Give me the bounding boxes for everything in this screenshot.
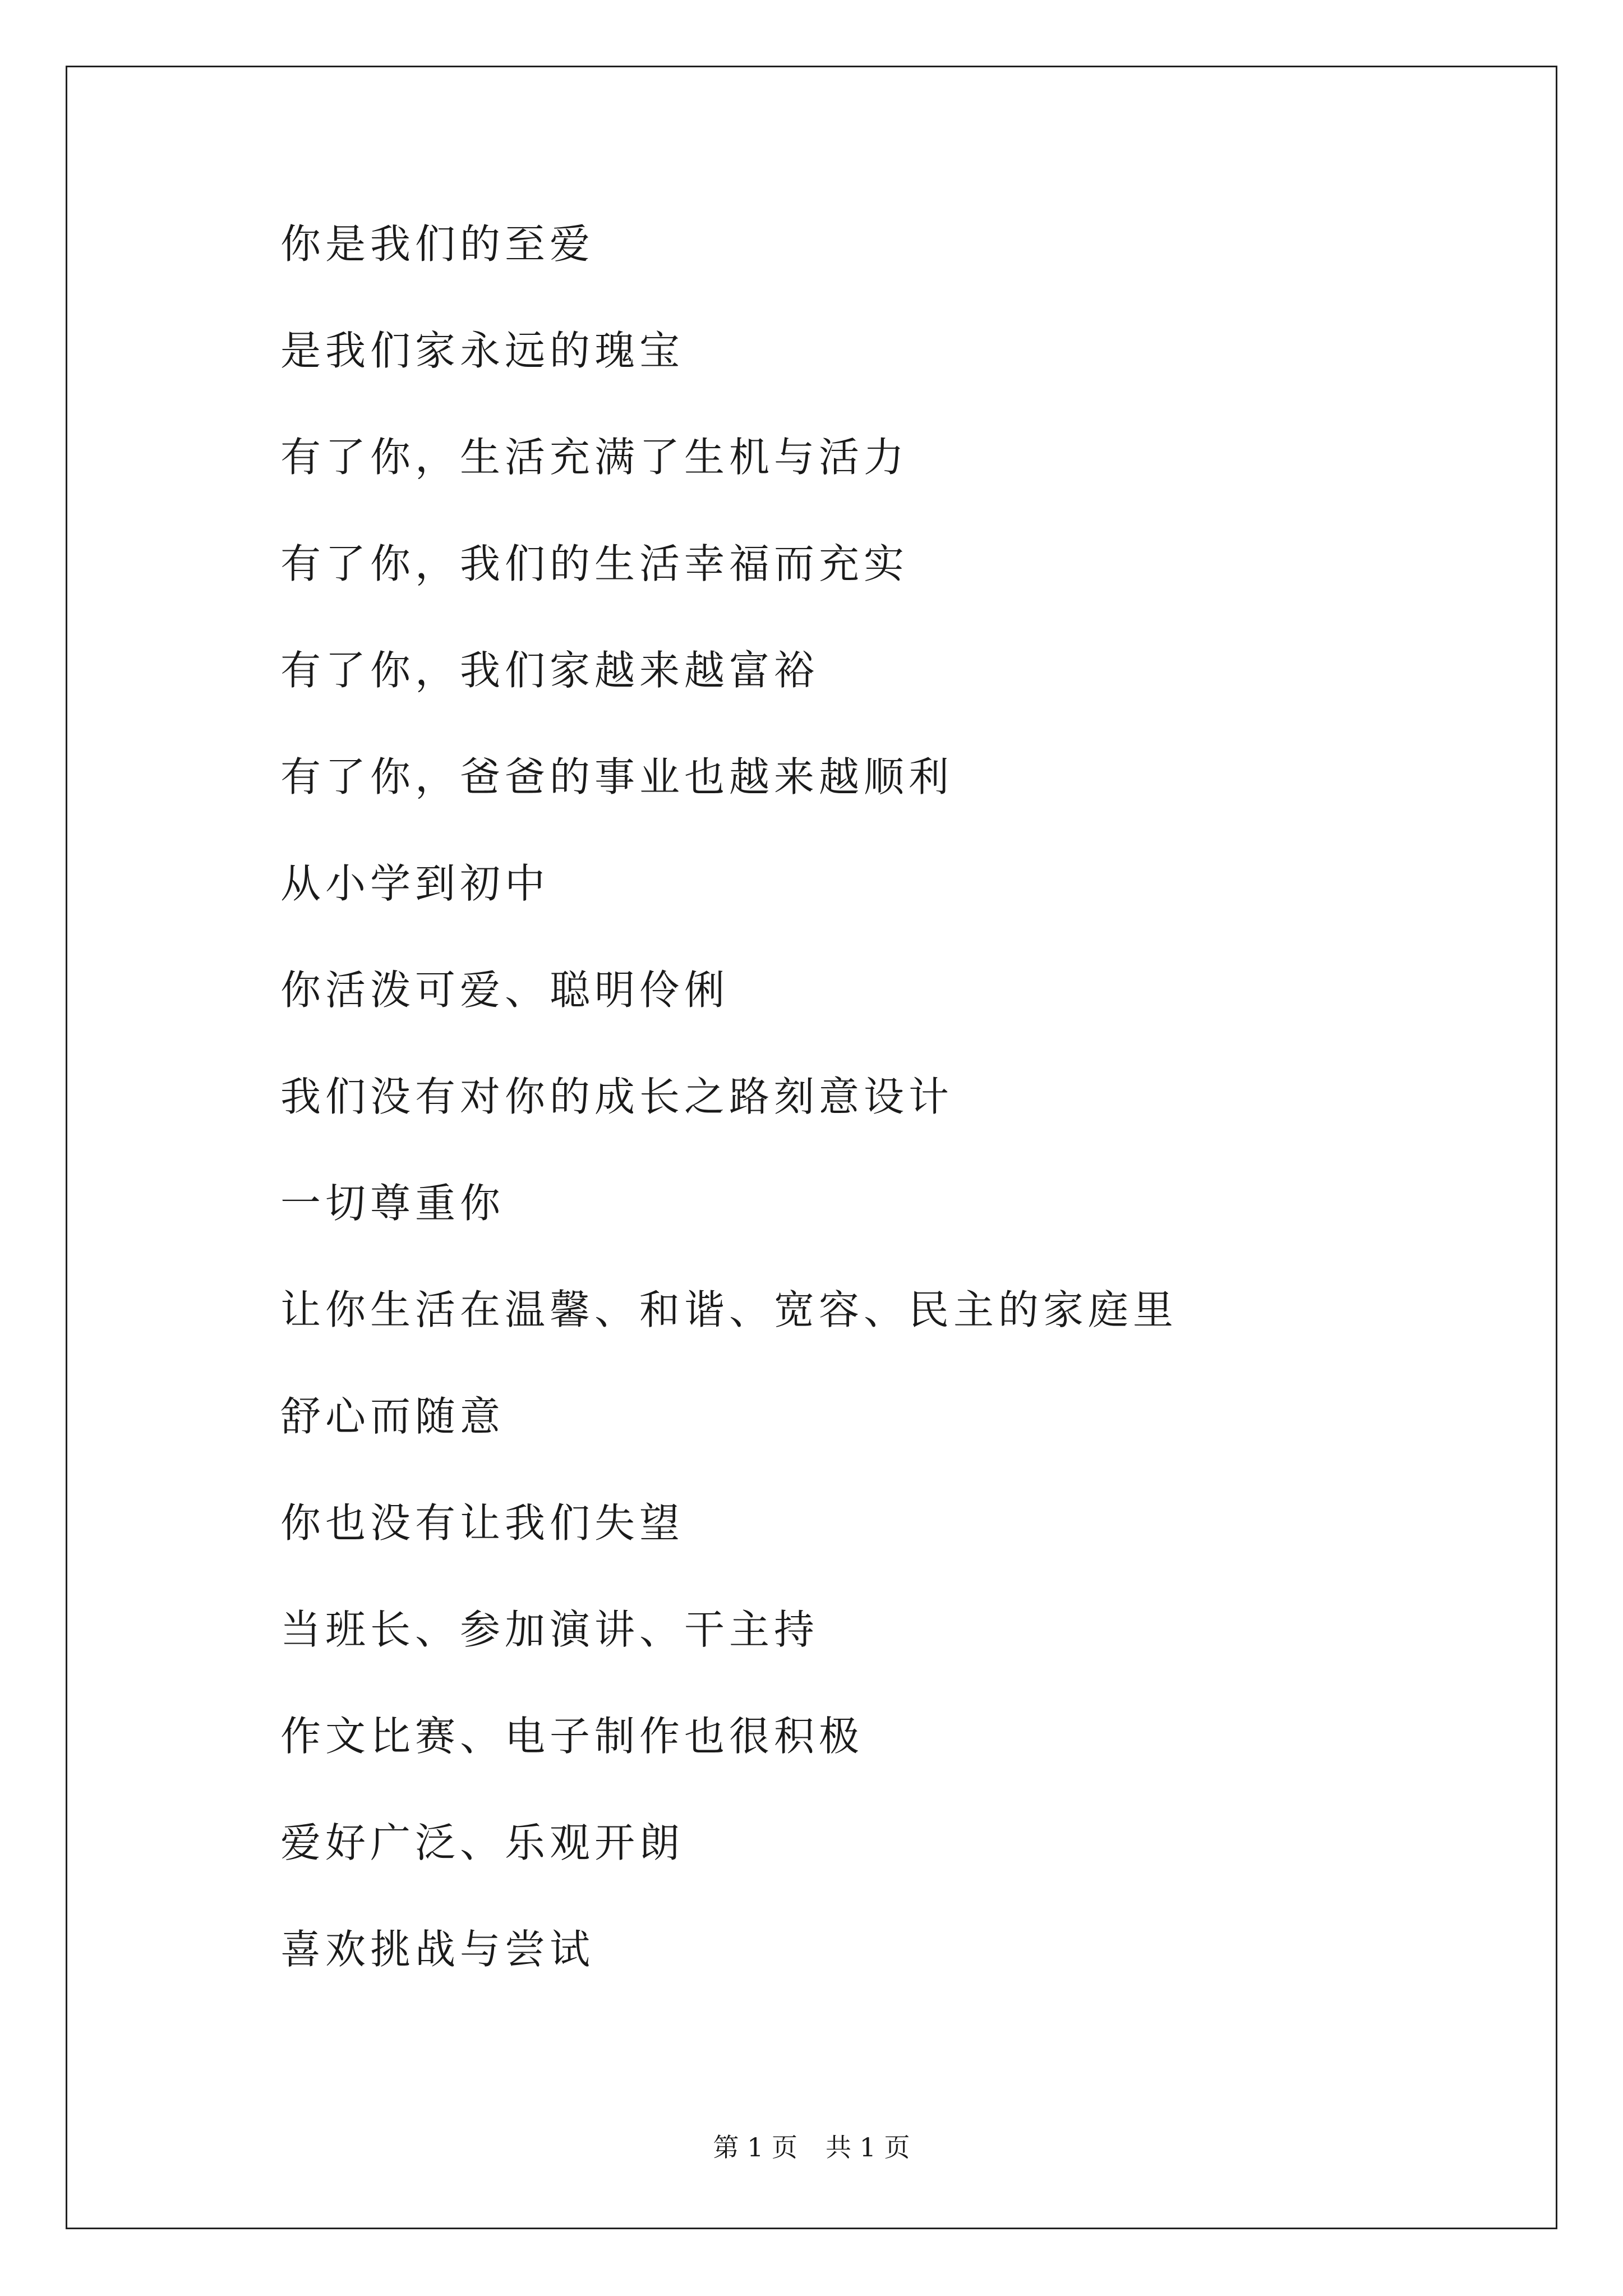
text-line: 让你生活在温馨、和谐、宽容、民主的家庭里 — [280, 1286, 1178, 1333]
text-line: 你是我们的至爱 — [280, 220, 595, 268]
text-line: 有了你，我们家越来越富裕 — [280, 647, 819, 694]
text-line: 你也没有让我们失望 — [280, 1499, 685, 1547]
text-line: 舒心而随意 — [280, 1393, 505, 1440]
text-line: 从小学到初中 — [280, 860, 550, 907]
text-line: 有了你，生活充满了生机与活力 — [280, 434, 909, 481]
text-line: 喜欢挑战与尝试 — [280, 1926, 595, 1973]
text-line: 有了你，爸爸的事业也越来越顺利 — [280, 753, 954, 800]
text-line: 当班长、参加演讲、干主持 — [280, 1606, 819, 1653]
text-line: 爱好广泛、乐观开朗 — [280, 1819, 685, 1866]
text-line: 作文比赛、电子制作也很积极 — [280, 1713, 864, 1760]
page-number: 第 1 页 — [713, 2132, 797, 2162]
text-line: 一切尊重你 — [280, 1180, 505, 1227]
document-body — [280, 210, 1458, 2022]
text-line: 你活泼可爱、聪明伶俐 — [280, 967, 730, 1014]
text-line: 有了你，我们的生活幸福而充实 — [280, 540, 909, 587]
page-total: 共 1 页 — [826, 2132, 910, 2162]
text-line: 我们没有对你的成长之路刻意设计 — [280, 1073, 954, 1120]
text-line: 是我们家永远的瑰宝 — [280, 327, 685, 374]
page-footer — [0, 2131, 1623, 2164]
